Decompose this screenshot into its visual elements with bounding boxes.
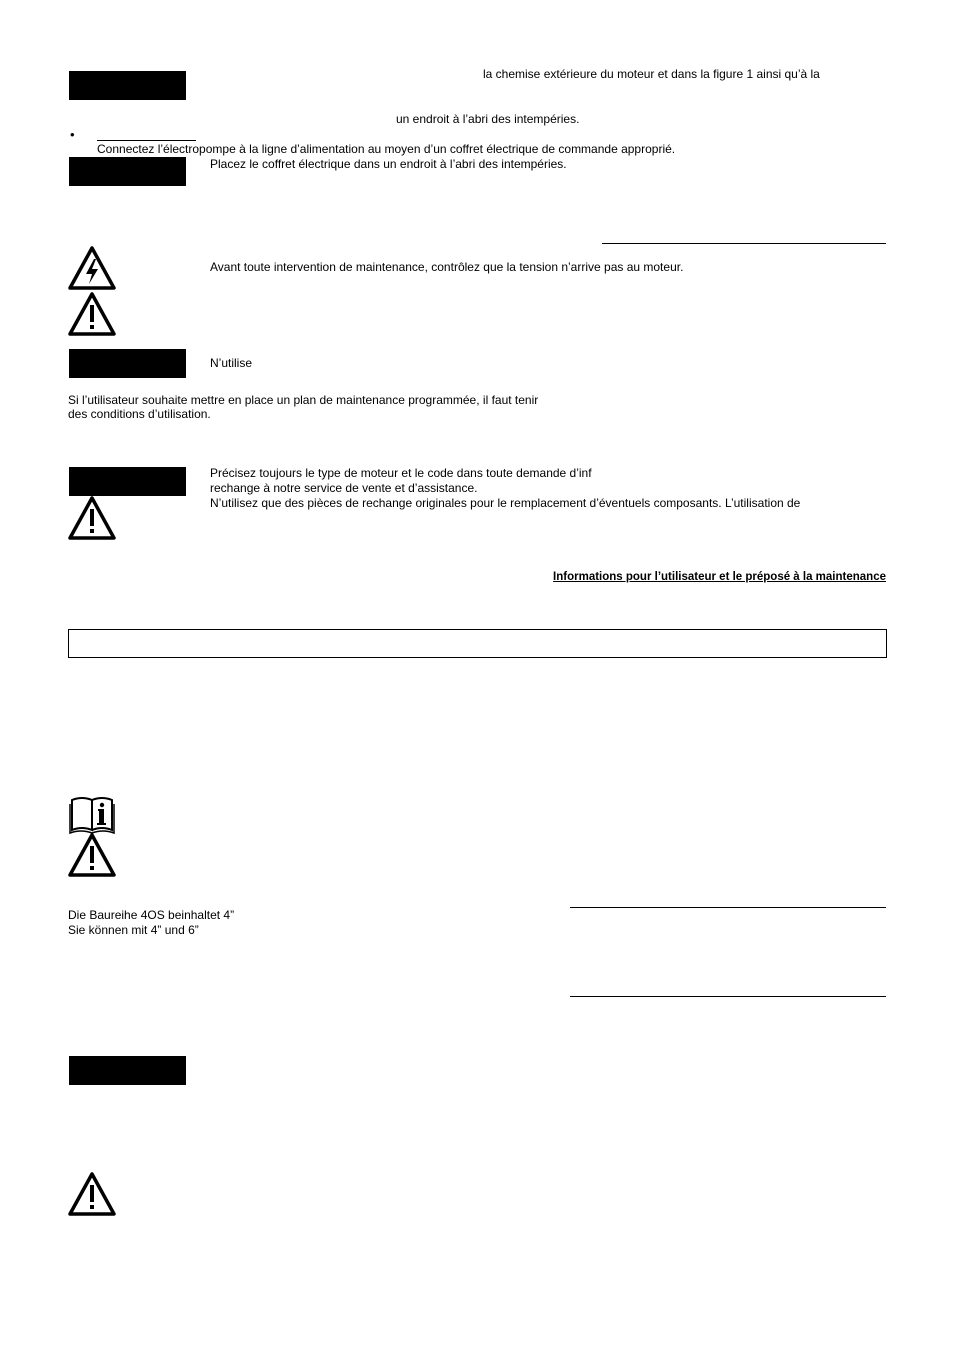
label-block-1 [69, 71, 186, 100]
text-line-9: Précisez toujours le type de moteur et le code dans toute demande d’inf [210, 466, 592, 480]
text-line-7: Si l’utilisateur souhaite mettre en place un plan de maintenance programmée, il faut tenir [68, 393, 539, 407]
section-rule-2 [570, 907, 886, 908]
empty-frame [68, 629, 887, 658]
text-line-2: un endroit à l’abri des intempéries. [396, 112, 580, 126]
text-line-10: rechange à notre service de vente et d’assistance. [210, 481, 478, 495]
label-block-2 [69, 157, 186, 186]
text-line-6: N’utilise [210, 356, 253, 370]
text-line-8: des conditions d’utilisation. [68, 407, 211, 421]
text-line-de2: Sie können mit 4” und 6” [68, 923, 199, 937]
warning-icon [67, 832, 117, 878]
text-line-5: Avant toute intervention de maintenance, contrôlez que la tension n’arrive pas au moteur. [210, 260, 684, 274]
underline-rule-1 [97, 140, 196, 141]
bullet: • [70, 127, 75, 142]
warning-icon [67, 1171, 117, 1217]
section-rule-3 [570, 996, 886, 997]
section-rule-1 [602, 243, 886, 244]
warning-icon [67, 495, 117, 541]
label-block-3 [69, 349, 186, 378]
text-line-3: Connectez l’électropompe à la ligne d’alimentation au moyen d’un coffret électrique de commande approprié. [97, 142, 676, 156]
label-block-4 [69, 467, 186, 496]
label-block-5 [69, 1056, 186, 1085]
text-line-de1: Die Baureihe 4OS beinhaltet 4” [68, 908, 235, 922]
section-heading: Informations pour l’utilisateur et le préposé à la maintenance [553, 571, 886, 583]
text-line-1: la chemise extérieure du moteur et dans la figure 1 ainsi qu’à la [483, 67, 820, 81]
text-line-4: Placez le coffret électrique dans un endroit à l’abri des intempéries. [210, 157, 567, 171]
warning-icon [67, 291, 117, 337]
text-line-11: N’utilisez que des pièces de rechange originales pour le remplacement d’éventuels composants. L’utilisation de [210, 496, 801, 510]
electric-warning-icon [67, 245, 117, 291]
